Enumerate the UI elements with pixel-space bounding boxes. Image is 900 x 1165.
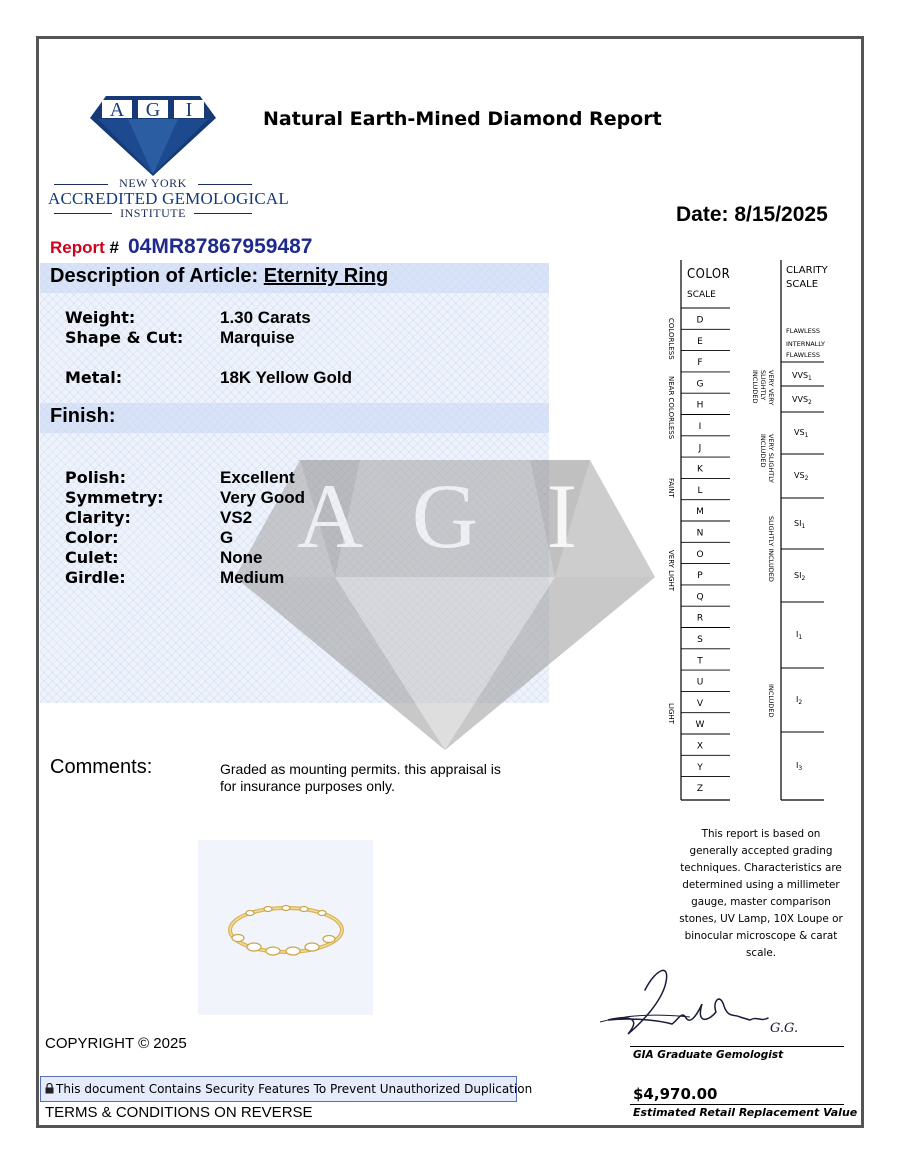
color-grade-s: S (697, 635, 703, 645)
girdle-label: Girdle: (65, 568, 126, 587)
clarity-group-i: INCLUDED (767, 684, 775, 718)
clarity-vvs1: VVS (792, 371, 809, 380)
color-scale-subtitle: SCALE (687, 290, 716, 300)
clarity-i2: I (796, 695, 799, 704)
clarity-si1: SI (794, 519, 802, 528)
clarity-si2: SI (794, 571, 802, 580)
svg-text:VS2 (794, 471, 809, 482)
clarity-flawless-2: FLAWLESS (786, 351, 821, 359)
culet-label: Culet: (65, 548, 119, 567)
color-grade-n: N (696, 528, 704, 539)
metal-value: 18K Yellow Gold (220, 368, 352, 387)
report-number: 04MR87867959487 (128, 235, 313, 258)
color-grade-y: Y (697, 762, 703, 773)
color-grade-r: R (696, 613, 704, 624)
signature-line (630, 1046, 844, 1047)
polish-value: Excellent (220, 468, 295, 487)
grading-note: This report is based on generally accepted grading techniques. Characteristics are determined using a millimeter gauge, master comparison stones, UV Lamp, 10X Loupe or binocular microscope & carat scale. (679, 828, 843, 959)
symmetry-value: Very Good (220, 488, 306, 507)
girdle-value: Medium (220, 568, 285, 587)
clarity-i3-sub: 3 (798, 765, 803, 772)
svg-text:VVS2 (792, 395, 812, 406)
security-notice (40, 1076, 533, 1102)
shape-cut-label: Shape & Cut: (65, 328, 184, 347)
clarity-vs2: VS (794, 471, 805, 480)
clarity-flawless: FLAWLESS (786, 327, 821, 335)
signature-image (600, 962, 830, 1047)
color-grade-v: V (696, 698, 704, 709)
price-line (630, 1104, 844, 1105)
logo-letter-g: G (145, 99, 161, 121)
watermark-letter-a: A (296, 465, 364, 567)
clarity-internally: INTERNALLY (786, 340, 826, 348)
agi-logo (48, 94, 289, 222)
logo-letter-a: A (109, 99, 125, 121)
clarity-i1: I (796, 630, 799, 639)
color-grade-h: H (696, 400, 704, 411)
clarity-value: VS2 (220, 508, 253, 527)
grading-scales (660, 258, 840, 808)
ring-photo (198, 840, 373, 1015)
finish-heading: Finish: (50, 405, 116, 427)
description-heading (50, 265, 388, 288)
color-grade-e: E (697, 336, 703, 347)
clarity-vs1: VS (794, 428, 805, 437)
retail-price: $4,970.00 (633, 1085, 718, 1103)
color-grade-q: Q (696, 592, 704, 603)
signature-initials: G.G. (770, 1021, 799, 1036)
metal-label: Metal: (65, 368, 123, 387)
color-grade-d: D (696, 315, 704, 326)
price-caption: Estimated Retail Replacement Value (633, 1106, 858, 1119)
clarity-si1-sub: 1 (801, 523, 806, 530)
clarity-vvs2-sub: 2 (808, 399, 812, 406)
logo-line3: INSTITUTE (120, 206, 186, 220)
clarity-vvs1-sub: 1 (808, 375, 812, 382)
clarity-group-vvs-1: VERY VERY (767, 370, 775, 406)
color-grade-f: F (697, 358, 703, 369)
polish-label: Polish: (65, 468, 126, 487)
logo-letter-i: I (185, 99, 193, 121)
terms-link[interactable]: TERMS & CONDITIONS ON REVERSE (45, 1104, 313, 1121)
clarity-group-vvs-2: SLIGHTLY (759, 370, 767, 401)
color-group-very-light: VERY LIGHT (667, 550, 675, 592)
color-grade-o: O (696, 549, 704, 560)
clarity-i1-sub: 1 (798, 634, 803, 641)
color-group-near-colorless: NEAR COLORLESS (667, 376, 675, 440)
clarity-si2-sub: 2 (801, 575, 806, 582)
color-scale-title: COLOR (687, 267, 731, 282)
clarity-group-si: SLIGHTLY INCLUDED (767, 516, 775, 582)
color-grade-g: G (696, 379, 704, 390)
symmetry-label: Symmetry: (65, 488, 164, 507)
report-label (50, 238, 119, 258)
diamond-logo-icon (88, 94, 218, 178)
color-group-faint: FAINT (667, 478, 675, 498)
color-grade-x: X (696, 741, 704, 752)
clarity-vs1-sub: 1 (804, 432, 809, 439)
signature-caption: GIA Graduate Gemologist (633, 1049, 784, 1061)
svg-text:I3 (796, 761, 802, 772)
color-grade-i: I (698, 422, 702, 432)
svg-text:SI1 (794, 519, 805, 530)
svg-text:VVS1 (792, 371, 812, 382)
comments-text: Graded as mounting permits. this appraisal is for insurance purposes only. (220, 761, 501, 794)
color-grade-z: Z (696, 784, 704, 795)
weight-value: 1.30 Carats (220, 308, 311, 327)
clarity-vs2-sub: 2 (804, 475, 809, 482)
color-grade-k: K (697, 464, 703, 475)
culet-value: None (220, 548, 263, 567)
report-date: Date: 8/15/2025 (676, 203, 828, 226)
weight-label: Weight: (65, 308, 136, 327)
color-grade-l: L (697, 485, 703, 496)
lock-icon (45, 1083, 54, 1094)
color-grade-u: U (696, 677, 704, 688)
report-label-text: Report (50, 238, 105, 257)
description-label: Description of Article: (50, 265, 259, 287)
security-text: This document Contains Security Features To Prevent Unauthorized Duplication (56, 1082, 533, 1096)
watermark-letter-i: I (546, 465, 578, 567)
clarity-scale-subtitle: SCALE (786, 279, 819, 290)
watermark-letter-g: G (411, 465, 479, 567)
copyright: COPYRIGHT © 2025 (45, 1035, 187, 1052)
color-group-light: LIGHT (667, 703, 675, 724)
logo-line2: ACCREDITED GEMOLOGICAL (48, 189, 289, 208)
report-hash: # (109, 238, 119, 257)
svg-text:SI2 (794, 571, 805, 582)
comments-label: Comments: (50, 756, 153, 778)
finish-band (40, 403, 549, 433)
shape-cut-value: Marquise (220, 328, 295, 347)
clarity-i3: I (796, 761, 799, 770)
svg-text:I1 (796, 630, 802, 641)
color-grade-t: T (697, 656, 703, 667)
color-grade-m: M (696, 507, 704, 518)
color-group-colorless: COLORLESS (667, 318, 675, 360)
color-grade-j: J (698, 443, 702, 454)
logo-line1: NEW YORK (119, 176, 187, 190)
color-grade-p: P (697, 571, 703, 582)
clarity-group-vs-2: INCLUDED (759, 434, 767, 468)
clarity-vvs2: VVS (792, 395, 809, 404)
clarity-i2-sub: 2 (798, 699, 803, 706)
clarity-scale-title: CLARITY (786, 265, 828, 276)
svg-text:I2 (796, 695, 802, 706)
svg-text:VS1 (794, 428, 809, 439)
clarity-group-vs-1: VERY SLIGHTLY (767, 434, 775, 483)
clarity-label: Clarity: (65, 508, 131, 527)
clarity-group-vvs-3: INCLUDED (751, 370, 759, 404)
article-name: Eternity Ring (263, 265, 389, 287)
color-grade-w: W (695, 720, 705, 731)
color-value: G (220, 528, 234, 547)
report-title: Natural Earth-Mined Diamond Report (263, 108, 662, 130)
color-label: Color: (65, 528, 119, 547)
